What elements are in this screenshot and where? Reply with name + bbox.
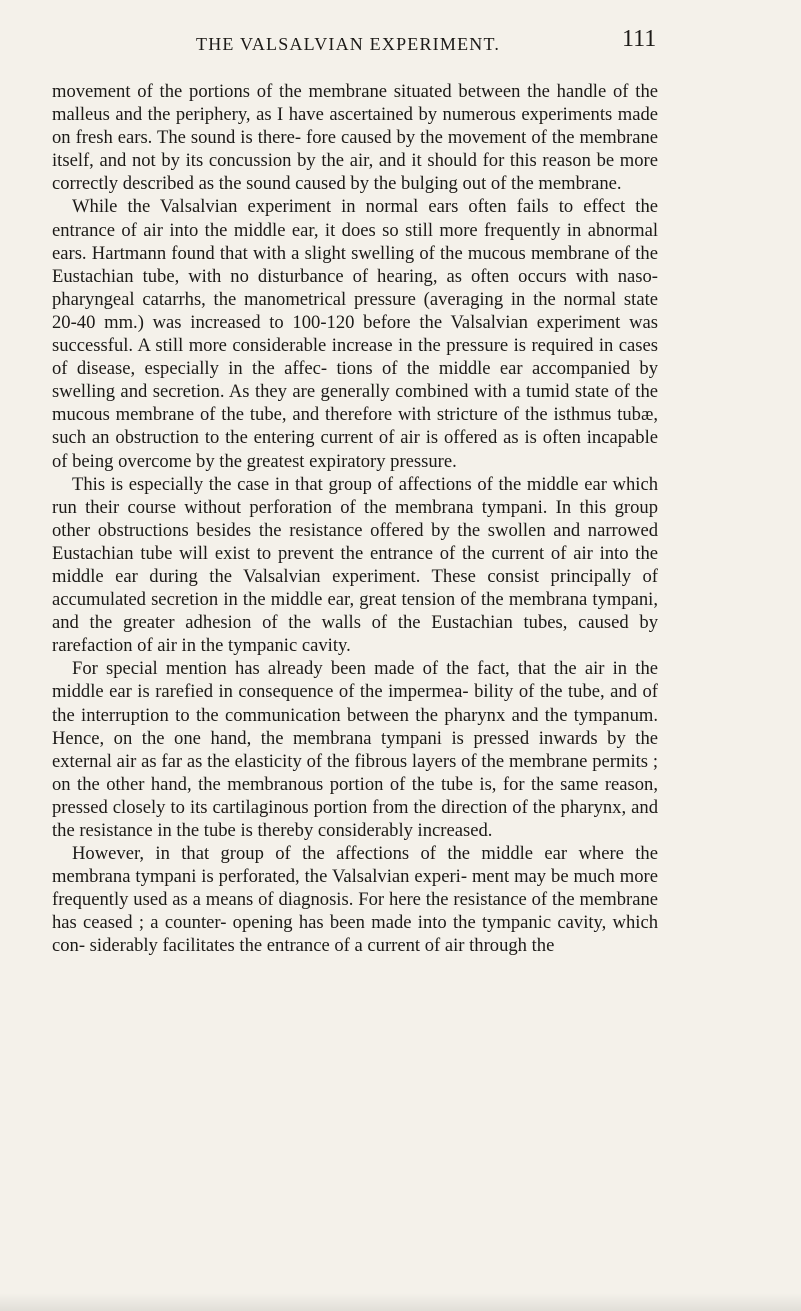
- body-text: [52, 80, 658, 958]
- paragraph: This is especially the case in that group of affections of the middle ear which run their course without perforation of the membrana tympani. In this group other obstructions besides the resistance offered by the swollen and narrowed Eustachian tube will exist to prevent the entrance of the current of air into the middle ear during the Valsalvian experiment. These consist principally of accumulated secretion in the middle ear, great tension of the membrana tympani, and the greater adhesion of the walls of the Eustachian tubes, caused by rarefaction of air in the tympanic cavity.: [52, 473, 658, 657]
- scan-bottom-edge: [0, 1293, 801, 1311]
- running-head: [0, 26, 801, 56]
- paragraph: However, in that group of the affections of the middle ear where the membrana tympani is perforated, the Valsalvian experi- ment may be much more frequently used as a means of diagnosis. For here the resistance of the membrane has ceased ; a counter- opening has been made into the tympanic cavity, which con- siderably facilitates the entrance of a current of air through the: [52, 843, 658, 957]
- paragraph-continuation: movement of the portions of the membrane situated between the handle of the malleus and the periphery, as I have ascertained by numerous experiments made on fresh ears. The sound is there- fore caused by the movement of the membrane itself, and not by its concussion by the air, and it should for this reason be more correctly described as the sound caused by the bulging out of the membrane.: [52, 81, 658, 195]
- paragraph: For special mention has already been made of the fact, that the air in the middle ear is rarefied in consequence of the impermea- bility of the tube, and of the interruption to the communication between the pharynx and the tympanum. Hence, on the one hand, the membrana tympani is pressed inwards by the external air as far as the elasticity of the fibrous layers of the membrane permits ; on the other hand, the membranous portion of the tube is, for the same reason, pressed closely to its cartilaginous portion from the direction of the pharynx, and the resistance in the tube is thereby considerably increased.: [52, 658, 658, 841]
- page-number: 111: [622, 26, 657, 52]
- running-title: THE VALSALVIAN EXPERIMENT.: [196, 34, 501, 54]
- paragraph: While the Valsalvian experiment in normal ears often fails to effect the entrance of air into the middle ear, it does so still more frequently in abnormal ears. Hartmann found that with a slight swelling of the mucous membrane of the Eustachian tube, with no disturbance of hearing, as often occurs with naso-pharyngeal catarrhs, the manometrical pressure (averaging in the normal state 20-40 mm.) was increased to 100-120 before the Valsalvian experiment was successful. A still more considerable increase in the pressure is required in cases of disease, especially in the affec- tions of the middle ear accompanied by swelling and secretion. As they are generally combined with a tumid state of the mucous membrane of the tube, and therefore with stricture of the isthmus tubæ, such an obstruction to the entering current of air is offered as is often incapable of being overcome by the greatest expiratory pressure.: [52, 196, 658, 472]
